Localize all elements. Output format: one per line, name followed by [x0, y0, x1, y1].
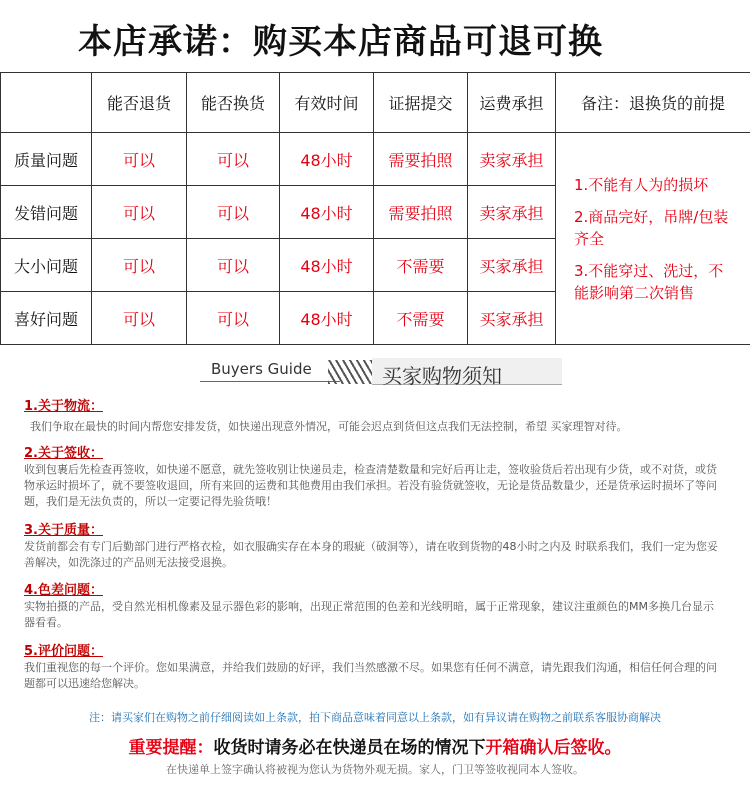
section-color: [24, 582, 724, 631]
guide-title-zh: 买家购物须知: [382, 364, 502, 388]
sign-note: 在快递单上签字确认将被视为您认为货物外观无损。家人，门卫等签收视同本人签收。: [166, 763, 584, 776]
header-exchange: 能否换货: [187, 73, 280, 133]
stripe-decoration: [328, 360, 372, 384]
header-corner: [1, 73, 92, 133]
section-body: 收到包裹后先检查再签收，如快递不愿意，就先签收别让快递员走，检查清楚数量和完好后再让走，签收验货后若出现有少货，或不对货，或货物承运时损坏了，就不要签收退回，所有来回的运费和其他费用由我们承担。若没有验货就签收，无论是货品数量少，还是货承运时损坏了等问题，我们是无法负责的，所以一定要记得先验货哦！: [24, 463, 717, 508]
header-time: 有效时间: [280, 73, 374, 133]
table-row: [1, 133, 750, 186]
header-notes: 备注：退换货的前提: [556, 73, 750, 133]
row-label: 大小问题: [1, 239, 92, 292]
note-item: 3.不能穿过、洗过，不能影响第二次销售: [574, 261, 724, 302]
footnote: 注：请买家们在购物之前仔细阅读如上条款，拍下商品意味着同意以上条款，如有异议请在购物之前联系客服协商解决: [89, 711, 661, 724]
exchange-cell: 可以: [187, 239, 280, 292]
divider: [200, 381, 340, 382]
row-label: 发错问题: [1, 186, 92, 239]
section-title: 2.关于签收：: [24, 446, 103, 461]
shipping-cell: 卖家承担: [468, 186, 556, 239]
time-cell: 48小时: [280, 186, 374, 239]
shipping-cell: 买家承担: [468, 292, 556, 345]
guide-title-en: Buyers Guide: [211, 360, 312, 378]
exchange-cell: 可以: [187, 186, 280, 239]
evidence-cell: 需要拍照: [374, 186, 468, 239]
section-signing: [24, 445, 724, 510]
time-cell: 48小时: [280, 292, 374, 345]
reminder-emphasis: 开箱确认后签收。: [485, 738, 622, 758]
header-return: 能否退货: [92, 73, 187, 133]
section-reviews: [24, 643, 724, 692]
row-label: 质量问题: [1, 133, 92, 186]
notes-cell: [556, 133, 750, 345]
return-cell: 可以: [92, 186, 187, 239]
guide-title-box: [372, 358, 562, 388]
section-body: 发货前都会有专门后勤部门进行严格衣检，如衣服确实存在本身的瑕疵（破洞等），请在收到货物的48小时之内及 时联系我们，我们一定为您妥善解决，如洗涤过的产品则无法接受退换。: [24, 540, 718, 569]
reminder-label: 重要提醒：: [128, 738, 214, 758]
time-cell: 48小时: [280, 239, 374, 292]
section-title: 3.关于质量：: [24, 523, 103, 538]
section-body: 我们争取在最快的时间内帮您安排发货，如快递出现意外情况，可能会迟点到货但这点我们无法控制，希望 买家理智对待。: [30, 420, 628, 433]
exchange-cell: 可以: [187, 292, 280, 345]
section-title: 5.评价问题：: [24, 644, 103, 659]
return-cell: 可以: [92, 239, 187, 292]
shipping-cell: 卖家承担: [468, 133, 556, 186]
section-quality: [24, 522, 724, 571]
section-logistics: [24, 398, 724, 435]
evidence-cell: 需要拍照: [374, 133, 468, 186]
buyers-guide-banner: [0, 350, 750, 390]
section-title: 1.关于物流：: [24, 399, 103, 414]
evidence-cell: 不需要: [374, 239, 468, 292]
page-title: 本店承诺：购买本店商品可退可换: [78, 22, 603, 62]
time-cell: 48小时: [280, 133, 374, 186]
exchange-cell: 可以: [187, 133, 280, 186]
row-label: 喜好问题: [1, 292, 92, 345]
section-title: 4.色差问题：: [24, 583, 103, 598]
note-item: 2.商品完好，吊牌/包装齐全: [574, 207, 729, 248]
important-reminder: [0, 733, 750, 758]
shipping-cell: 买家承担: [468, 239, 556, 292]
evidence-cell: 不需要: [374, 292, 468, 345]
return-cell: 可以: [92, 133, 187, 186]
note-item: 1.不能有人为的损坏: [574, 175, 709, 194]
return-policy-table: [0, 72, 750, 345]
header-shipping: 运费承担: [468, 73, 556, 133]
table-header-row: [1, 73, 750, 133]
section-body: 我们重视您的每一个评价。您如果满意，并给我们鼓励的好评，我们当然感激不尽。如果您有任何不满意，请先跟我们沟通，相信任何合理的问题都可以迅速给您解决。: [24, 661, 717, 690]
reminder-text: 收货时请务必在快递员在场的情况下: [213, 738, 486, 758]
return-cell: 可以: [92, 292, 187, 345]
header-evidence: 证据提交: [374, 73, 468, 133]
section-body: 实物拍摄的产品，受自然光相机像素及显示器色彩的影响，出现正常范围的色差和光线明暗，属于正常现象，建议注重颜色的MM多换几台显示器看看。: [24, 600, 714, 629]
